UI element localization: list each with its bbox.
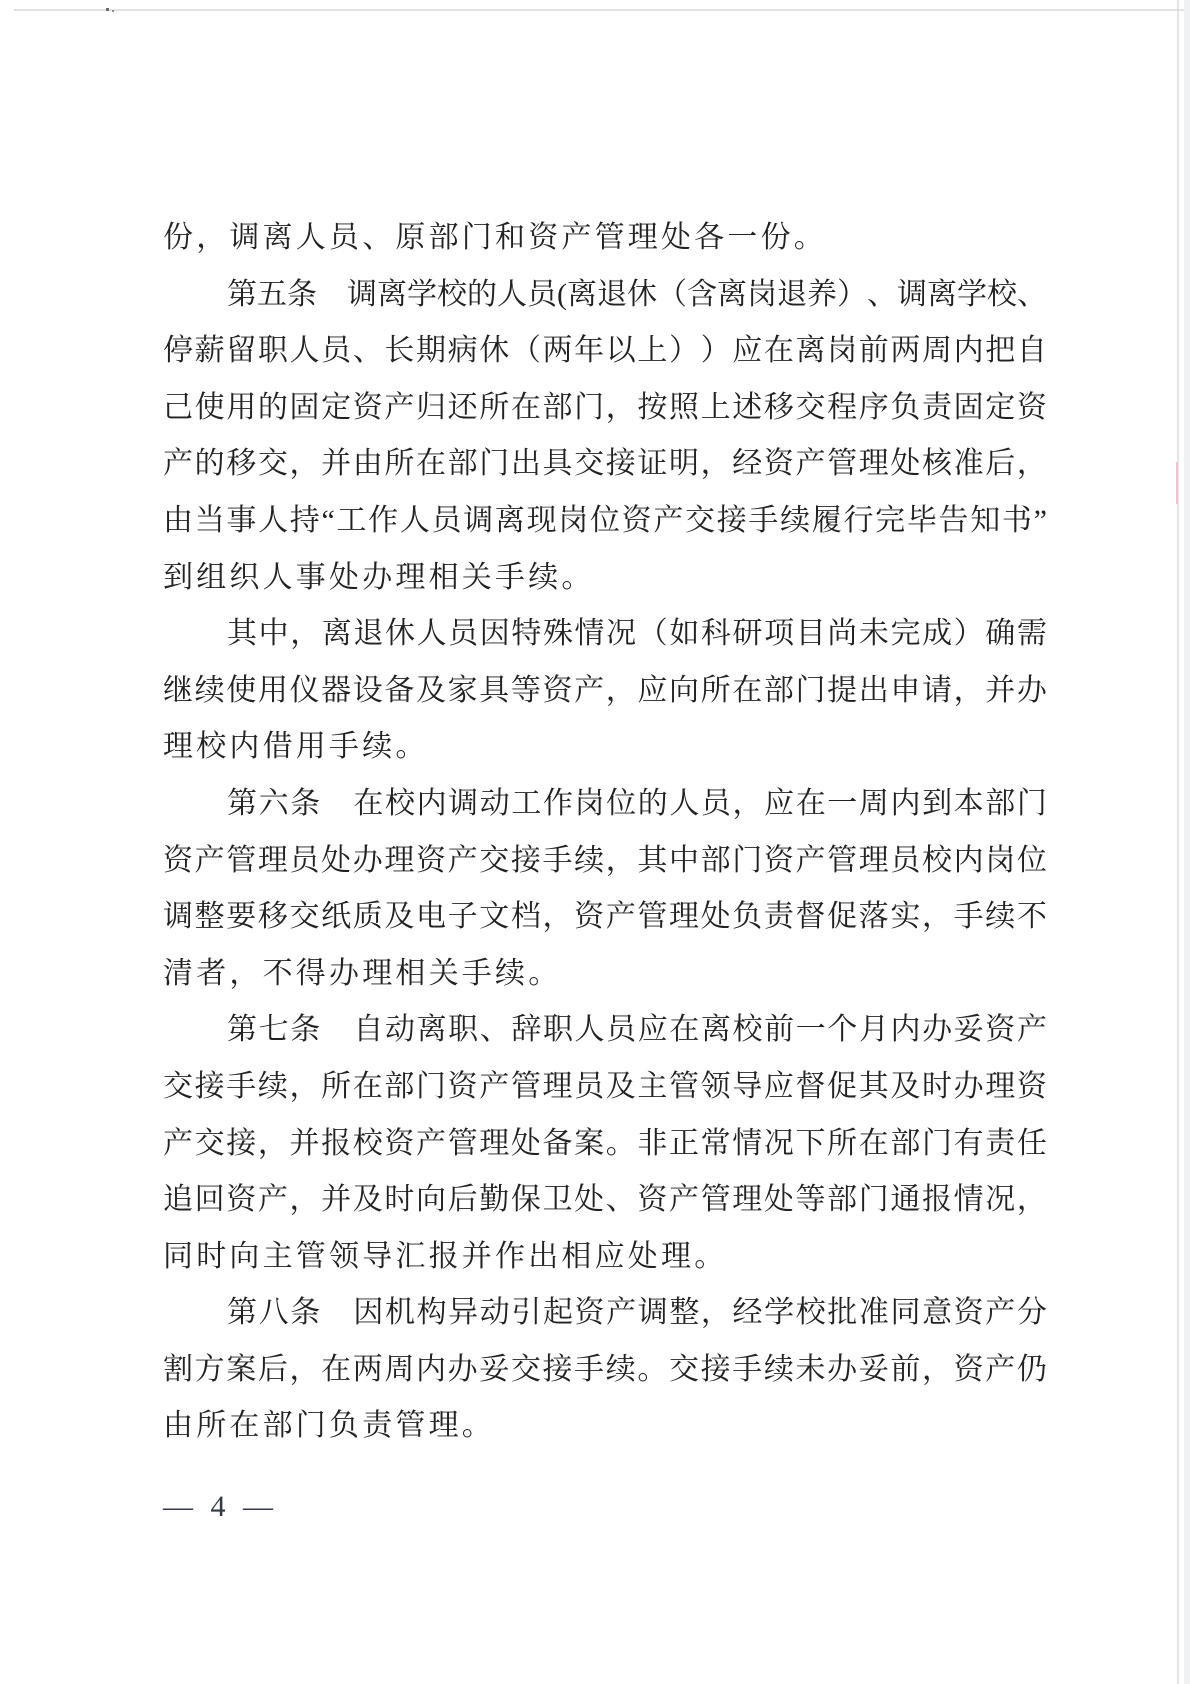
text-line: 其 中 ， 离 退 休 人 员 因 特 殊 情 况 （ 如 科 研 项 目 尚 未 完 成 ） 确 需 [227,617,1047,651]
text-line: 第 八 条 因 机 构 异 动 引 起 资 产 调 整 ， 经 学 校 批 准 同 意 资 产 分 [227,1296,1047,1330]
text-line: 清者，不得办理相关手续。 [163,956,562,990]
document-body-text [163,210,1047,1455]
text-line: 由所在部门负责管理。 [163,1409,495,1443]
scan-artifact-right-line [1177,0,1179,1684]
scan-artifact-pink-mark [1176,462,1178,504]
text-line: 割 方 案 后 ， 在 两 周 内 办 妥 交 接 手 续 。 交 接 手 续 未 办 妥 前 ， 资 产 仍 [163,1352,1047,1386]
text-line: 调 整 要 移 交 纸 质 及 电 子 文 档 ， 资 产 管 理 处 负 责 督 促 落 实 ， 手 续 不 [163,900,1047,934]
text-line: 追 回 资 产 ， 并 及 时 向 后 勤 保 卫 处 、 资 产 管 理 处 等 部 门 通 报 情 况 ， [163,1183,1047,1217]
text-line: 第 七 条 自 动 离 职 、 辞 职 人 员 应 在 离 校 前 一 个 月 内 办 妥 资 产 [227,1013,1047,1047]
text-line: 份，调离人员、原部门和资产管理处各一份。 [163,221,827,254]
text-line: 同时向主管领导汇报并作出相应处理。 [163,1239,728,1273]
text-line: 理校内借用手续。 [163,730,429,764]
text-line: 交 接 手 续 ， 所 在 部 门 资 产 管 理 员 及 主 管 领 导 应 督 促 其 及 时 办 理 资 [163,1069,1047,1103]
text-line: 第 五 条 调 离 学 校 的 人 员 ( 离 退 休 （ 含 离 岗 退 养 ） 、 调 离 学 校 、 [227,277,1047,311]
page-number: — 4 — [163,1490,278,1523]
text-line: 停 薪 留 职 人 员 、 长 期 病 休 （ 两 年 以 上 ） ） 应 在 离 岗 前 两 周 内 把 自 [163,334,1047,368]
scan-artifact-speck [112,10,114,12]
text-line: 继 续 使 用 仪 器 设 备 及 家 具 等 资 产 ， 应 向 所 在 部 门 提 出 申 请 ， 并 办 [163,673,1047,707]
scan-artifact-speck [106,8,109,11]
scan-artifact-top-line [14,9,1190,11]
text-line: 己 使 用 的 固 定 资 产 归 还 所 在 部 门 ， 按 照 上 述 移 交 程 序 负 责 固 定 资 [163,390,1047,424]
text-line: 资 产 管 理 员 处 办 理 资 产 交 接 手 续 ， 其 中 部 门 资 产 管 理 员 校 内 岗 位 [163,843,1047,877]
scan-artifact-right-edge [1184,0,1190,1684]
text-line: 产 交 接 ， 并 报 校 资 产 管 理 处 备 案 。 非 正 常 情 况 下 所 在 部 门 有 责 任 [163,1126,1047,1160]
text-line: 产 的 移 交 ， 并 由 所 在 部 门 出 具 交 接 证 明 ， 经 资 产 管 理 处 核 准 后 ， [163,447,1047,481]
text-line: 由 当 事 人 持 “ 工 作 人 员 调 离 现 岗 位 资 产 交 接 手 续 履 行 完 毕 告 知 书 ” [163,503,1047,537]
text-line: 第 六 条 在 校 内 调 动 工 作 岗 位 的 人 员 ， 应 在 一 周 内 到 本 部 门 [227,786,1047,820]
text-line: 到组织人事处办理相关手续。 [163,560,595,594]
